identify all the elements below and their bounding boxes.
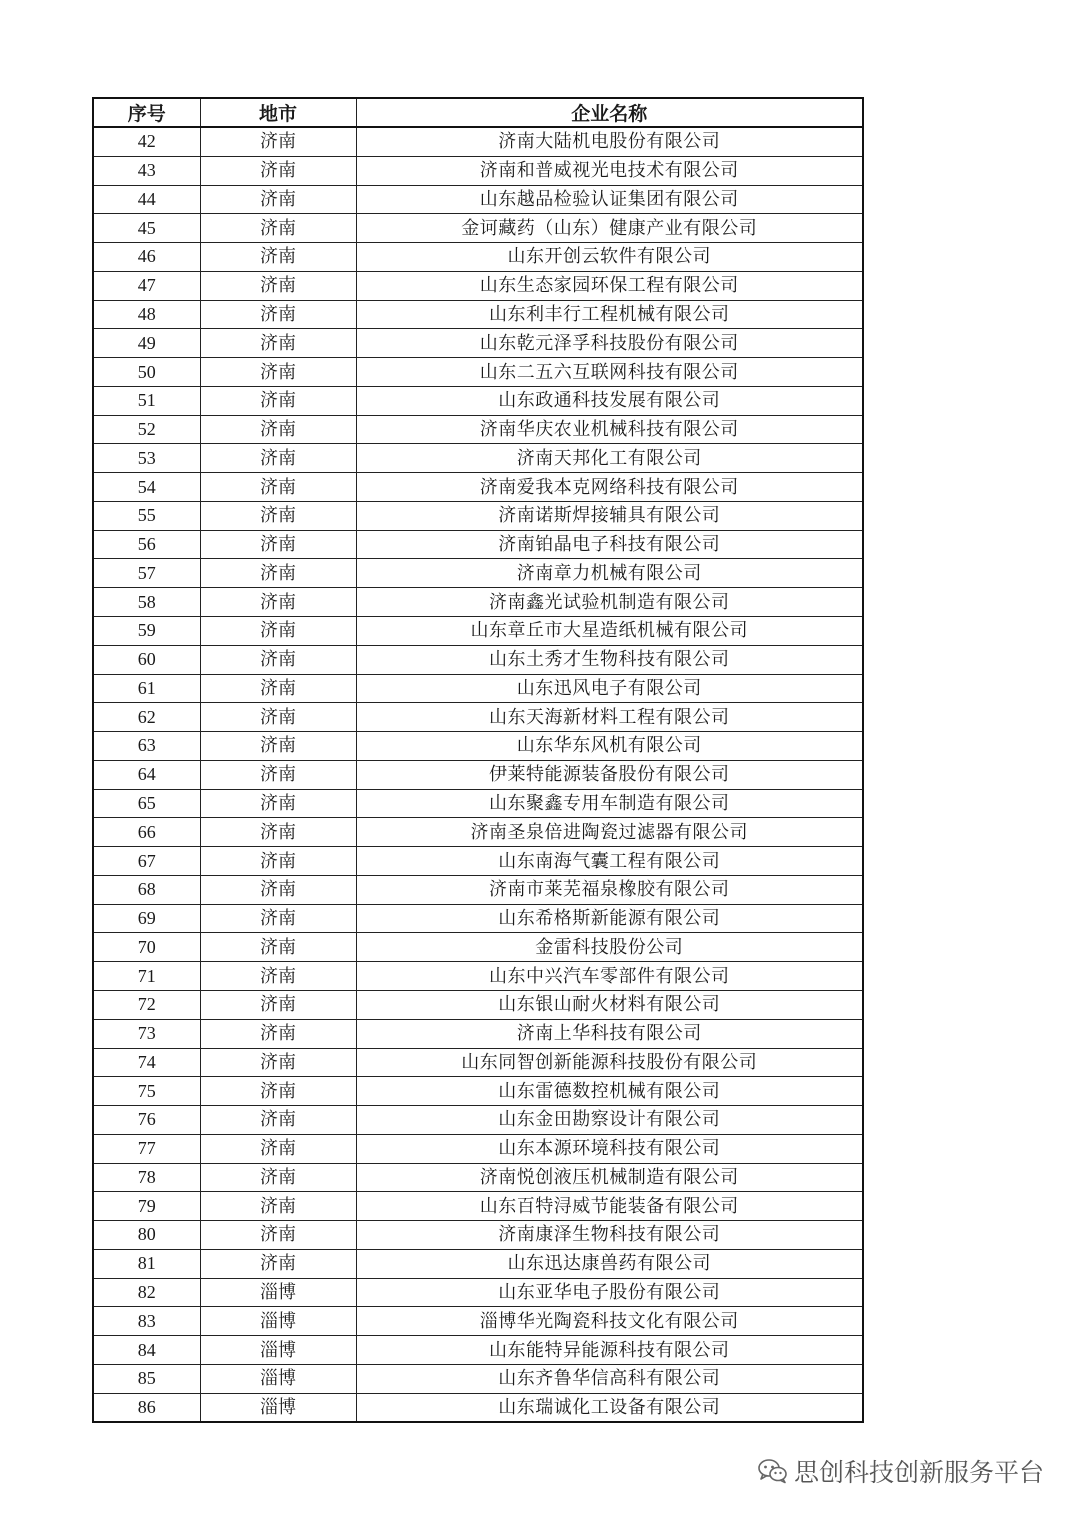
cell-city: 济南	[200, 962, 356, 991]
cell-serial: 53	[93, 444, 200, 473]
cell-city: 济南	[200, 674, 356, 703]
cell-company: 山东生态家园环保工程有限公司	[356, 271, 863, 300]
table-header	[93, 98, 863, 127]
cell-serial: 51	[93, 386, 200, 415]
table-row	[93, 1019, 863, 1048]
cell-city: 济南	[200, 415, 356, 444]
table-row	[93, 1134, 863, 1163]
header-company: 企业名称	[356, 98, 863, 127]
cell-serial: 56	[93, 530, 200, 559]
table-row	[93, 1163, 863, 1192]
cell-company: 山东金田勘察设计有限公司	[356, 1106, 863, 1135]
cell-company: 山东天海新材料工程有限公司	[356, 703, 863, 732]
cell-company: 济南和普威视光电技术有限公司	[356, 156, 863, 185]
cell-serial: 69	[93, 904, 200, 933]
table-row	[93, 933, 863, 962]
cell-company: 山东瑞诚化工设备有限公司	[356, 1393, 863, 1422]
cell-serial: 76	[93, 1106, 200, 1135]
cell-serial: 48	[93, 300, 200, 329]
cell-company: 济南诺斯焊接辅具有限公司	[356, 501, 863, 530]
cell-city: 济南	[200, 473, 356, 502]
cell-city: 济南	[200, 1048, 356, 1077]
cell-city: 淄博	[200, 1307, 356, 1336]
cell-city: 济南	[200, 847, 356, 876]
cell-company: 山东齐鲁华信高科有限公司	[356, 1364, 863, 1393]
cell-serial: 82	[93, 1278, 200, 1307]
table-row	[93, 818, 863, 847]
cell-city: 济南	[200, 156, 356, 185]
table-row	[93, 243, 863, 272]
cell-serial: 50	[93, 358, 200, 387]
cell-serial: 85	[93, 1364, 200, 1393]
table-row	[93, 732, 863, 761]
cell-company: 济南大陆机电股份有限公司	[356, 127, 863, 156]
table-row	[93, 415, 863, 444]
table-row	[93, 875, 863, 904]
cell-serial: 59	[93, 617, 200, 646]
cell-company: 山东同智创新能源科技股份有限公司	[356, 1048, 863, 1077]
cell-city: 济南	[200, 386, 356, 415]
watermark-text: 思创科技创新服务平台	[793, 1458, 1044, 1487]
table-row	[93, 617, 863, 646]
cell-city: 济南	[200, 358, 356, 387]
header-serial: 序号	[93, 98, 200, 127]
watermark	[758, 1453, 1044, 1489]
cell-serial: 45	[93, 214, 200, 243]
cell-company: 济南爱我本克网络科技有限公司	[356, 473, 863, 502]
cell-serial: 60	[93, 645, 200, 674]
table-row	[93, 300, 863, 329]
cell-company: 山东越品检验认证集团有限公司	[356, 185, 863, 214]
cell-company: 山东二五六互联网科技有限公司	[356, 358, 863, 387]
cell-serial: 80	[93, 1221, 200, 1250]
cell-city: 济南	[200, 875, 356, 904]
cell-serial: 77	[93, 1134, 200, 1163]
cell-city: 济南	[200, 185, 356, 214]
cell-city: 济南	[200, 933, 356, 962]
table-row	[93, 645, 863, 674]
cell-city: 济南	[200, 1192, 356, 1221]
cell-city: 济南	[200, 1019, 356, 1048]
table-row	[93, 789, 863, 818]
cell-serial: 73	[93, 1019, 200, 1048]
table-row	[93, 501, 863, 530]
cell-serial: 63	[93, 732, 200, 761]
table-row	[93, 358, 863, 387]
cell-city: 济南	[200, 1106, 356, 1135]
table-row	[93, 156, 863, 185]
cell-company: 山东迅达康兽药有限公司	[356, 1249, 863, 1278]
cell-company: 济南鑫光试验机制造有限公司	[356, 588, 863, 617]
cell-city: 济南	[200, 732, 356, 761]
cell-company: 山东土秀才生物科技有限公司	[356, 645, 863, 674]
table-row	[93, 1393, 863, 1422]
cell-city: 济南	[200, 1221, 356, 1250]
cell-city: 济南	[200, 530, 356, 559]
cell-serial: 44	[93, 185, 200, 214]
cell-company: 济南市莱芜福泉橡胶有限公司	[356, 875, 863, 904]
cell-city: 济南	[200, 300, 356, 329]
cell-company: 山东南海气囊工程有限公司	[356, 847, 863, 876]
cell-company: 济南悦创液压机械制造有限公司	[356, 1163, 863, 1192]
cell-company: 山东亚华电子股份有限公司	[356, 1278, 863, 1307]
cell-city: 济南	[200, 271, 356, 300]
cell-serial: 43	[93, 156, 200, 185]
cell-serial: 72	[93, 990, 200, 1019]
cell-company: 山东华东风机有限公司	[356, 732, 863, 761]
cell-company: 济南天邦化工有限公司	[356, 444, 863, 473]
cell-serial: 78	[93, 1163, 200, 1192]
cell-company: 山东中兴汽车零部件有限公司	[356, 962, 863, 991]
cell-city: 济南	[200, 1163, 356, 1192]
cell-city: 济南	[200, 127, 356, 156]
cell-serial: 42	[93, 127, 200, 156]
cell-serial: 61	[93, 674, 200, 703]
header-city: 地市	[200, 98, 356, 127]
cell-city: 济南	[200, 1249, 356, 1278]
cell-serial: 74	[93, 1048, 200, 1077]
cell-company: 山东银山耐火材料有限公司	[356, 990, 863, 1019]
cell-company: 山东本源环境科技有限公司	[356, 1134, 863, 1163]
table-row	[93, 214, 863, 243]
cell-serial: 49	[93, 329, 200, 358]
cell-serial: 70	[93, 933, 200, 962]
cell-serial: 62	[93, 703, 200, 732]
cell-city: 济南	[200, 1077, 356, 1106]
table-row	[93, 1192, 863, 1221]
cell-company: 淄博华光陶瓷科技文化有限公司	[356, 1307, 863, 1336]
table-row	[93, 1249, 863, 1278]
table-row	[93, 1106, 863, 1135]
cell-serial: 71	[93, 962, 200, 991]
table-row	[93, 1077, 863, 1106]
wechat-icon	[758, 1458, 788, 1484]
cell-company: 伊莱特能源装备股份有限公司	[356, 760, 863, 789]
table-row	[93, 760, 863, 789]
table-row	[93, 990, 863, 1019]
cell-serial: 64	[93, 760, 200, 789]
table-row	[93, 329, 863, 358]
table-row	[93, 1221, 863, 1250]
table-row	[93, 1364, 863, 1393]
cell-company: 济南华庆农业机械科技有限公司	[356, 415, 863, 444]
table-row	[93, 127, 863, 156]
cell-city: 淄博	[200, 1336, 356, 1365]
cell-city: 济南	[200, 588, 356, 617]
cell-serial: 57	[93, 559, 200, 588]
table-row	[93, 271, 863, 300]
table-row	[93, 703, 863, 732]
table-row	[93, 530, 863, 559]
cell-company: 山东百特浔威节能装备有限公司	[356, 1192, 863, 1221]
cell-city: 济南	[200, 559, 356, 588]
cell-city: 济南	[200, 990, 356, 1019]
cell-serial: 81	[93, 1249, 200, 1278]
enterprise-table	[92, 97, 864, 1423]
cell-city: 济南	[200, 645, 356, 674]
cell-company: 济南铂晶电子科技有限公司	[356, 530, 863, 559]
table-row	[93, 1278, 863, 1307]
cell-city: 济南	[200, 904, 356, 933]
cell-serial: 46	[93, 243, 200, 272]
cell-city: 济南	[200, 444, 356, 473]
cell-company: 山东章丘市大星造纸机械有限公司	[356, 617, 863, 646]
cell-serial: 79	[93, 1192, 200, 1221]
cell-city: 济南	[200, 1134, 356, 1163]
cell-company: 济南章力机械有限公司	[356, 559, 863, 588]
table-row	[93, 473, 863, 502]
table-row	[93, 386, 863, 415]
table-row	[93, 904, 863, 933]
cell-city: 淄博	[200, 1364, 356, 1393]
table-row	[93, 1048, 863, 1077]
cell-company: 山东政通科技发展有限公司	[356, 386, 863, 415]
cell-serial: 55	[93, 501, 200, 530]
table-row	[93, 674, 863, 703]
cell-serial: 68	[93, 875, 200, 904]
table-body	[93, 127, 863, 1422]
cell-company: 济南圣泉倍进陶瓷过滤器有限公司	[356, 818, 863, 847]
cell-serial: 52	[93, 415, 200, 444]
cell-company: 金诃藏药（山东）健康产业有限公司	[356, 214, 863, 243]
cell-city: 淄博	[200, 1278, 356, 1307]
cell-company: 山东雷德数控机械有限公司	[356, 1077, 863, 1106]
cell-serial: 54	[93, 473, 200, 502]
table-row	[93, 847, 863, 876]
cell-serial: 84	[93, 1336, 200, 1365]
cell-city: 淄博	[200, 1393, 356, 1422]
cell-serial: 65	[93, 789, 200, 818]
cell-serial: 47	[93, 271, 200, 300]
cell-city: 济南	[200, 789, 356, 818]
cell-company: 山东希格斯新能源有限公司	[356, 904, 863, 933]
cell-serial: 86	[93, 1393, 200, 1422]
cell-company: 山东迅风电子有限公司	[356, 674, 863, 703]
cell-serial: 66	[93, 818, 200, 847]
table-row	[93, 588, 863, 617]
cell-city: 济南	[200, 243, 356, 272]
cell-company: 山东聚鑫专用车制造有限公司	[356, 789, 863, 818]
table-row	[93, 185, 863, 214]
cell-company: 山东利丰行工程机械有限公司	[356, 300, 863, 329]
table-row	[93, 962, 863, 991]
cell-city: 济南	[200, 329, 356, 358]
cell-serial: 83	[93, 1307, 200, 1336]
cell-city: 济南	[200, 214, 356, 243]
table-row	[93, 559, 863, 588]
cell-company: 山东能特异能源科技有限公司	[356, 1336, 863, 1365]
table-row	[93, 444, 863, 473]
cell-serial: 58	[93, 588, 200, 617]
cell-city: 济南	[200, 818, 356, 847]
cell-city: 济南	[200, 617, 356, 646]
cell-company: 金雷科技股份公司	[356, 933, 863, 962]
cell-company: 济南上华科技有限公司	[356, 1019, 863, 1048]
table-row	[93, 1307, 863, 1336]
table-row	[93, 1336, 863, 1365]
cell-serial: 75	[93, 1077, 200, 1106]
cell-serial: 67	[93, 847, 200, 876]
cell-city: 济南	[200, 760, 356, 789]
cell-company: 济南康泽生物科技有限公司	[356, 1221, 863, 1250]
cell-city: 济南	[200, 703, 356, 732]
cell-company: 山东开创云软件有限公司	[356, 243, 863, 272]
header-row	[93, 98, 863, 127]
cell-company: 山东乾元泽孚科技股份有限公司	[356, 329, 863, 358]
cell-city: 济南	[200, 501, 356, 530]
